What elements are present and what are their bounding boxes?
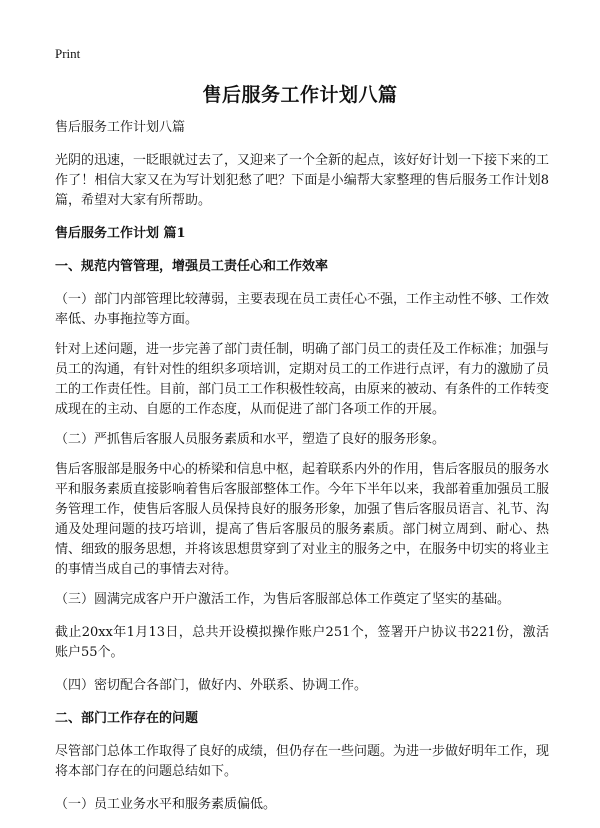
subtitle-line: 售后服务工作计划八篇 bbox=[55, 120, 186, 135]
paragraph-accounts: 截止20xx年1月13日，总共开设模拟操作账户251个，签署开户协议书221份，激活账户55个。 bbox=[55, 625, 549, 660]
paragraph-responsibility: 针对上述问题，进一步完善了部门责任制，明确了部门员工的责任及工作标准；加强与员工的沟通，有针对性的组织多项培训，定期对员工的工作进行点评，有力的激励了员工的工作责任性。目前，部门员工工作积极性较高，由原来的被动、有条件的工作转变成现在的主动、自愿的工作态度，从而促进了部门各项工作的开展。 bbox=[55, 342, 550, 417]
intro-paragraph: 光阴的迅速，一眨眼就过去了，又迎来了一个全新的起点，该好好计划一下接下来的工作了！相信大家又在为写计划犯愁了吧？下面是小编帮大家整理的售后服务工作计划8篇，希望对大家有所帮助。 bbox=[55, 153, 550, 208]
document-title: 售后服务工作计划八篇 bbox=[202, 84, 398, 106]
paragraph-problems: 尽管部门总体工作取得了良好的成绩，但仍存在一些问题。为进一步做好明年工作，现将本部门存在的问题总结如下。 bbox=[55, 744, 550, 779]
document-body bbox=[55, 118, 549, 815]
item-3-heading: （三）圆满完成客户开户激活工作，为售后客服部总体工作奠定了坚实的基础。 bbox=[55, 592, 511, 607]
item-2-heading: （二）严抓售后客服人员服务素质和水平，塑造了良好的服务形象。 bbox=[55, 432, 446, 447]
section-heading-plan-1: 售后服务工作计划 篇1 bbox=[55, 226, 186, 241]
section-heading-1: 一、规范内管管理，增强员工责任心和工作效率 bbox=[55, 259, 329, 274]
item-4-heading: （四）密切配合各部门，做好内、外联系、协调工作。 bbox=[55, 678, 368, 693]
print-link[interactable]: Print bbox=[55, 46, 81, 61]
paragraph-service: 售后客服部是服务中心的桥梁和信息中枢，起着联系内外的作用，售后客服员的服务水平和服务素质直接影响着售后客服部整体工作。今年下半年以来，我部着重加强员工服务管理工作，使售后客服人员保持良好的服务形象，加强了售后客服员语言、礼节、沟通及处理问题的技巧培训，提高了售后客服员的服务素质。部门树立周到、耐心、热情、细致的服务思想，并将该思想贯穿到了对业主的服务之中，在服务中切实的将业主的事情当成自己的事情去对待。 bbox=[55, 462, 550, 577]
section-heading-2: 二、部门工作存在的问题 bbox=[55, 711, 199, 726]
item-1-heading: （一）部门内部管理比较薄弱，主要表现在员工责任心不强，工作主动性不够、工作效率低、办事拖拉等方面。 bbox=[55, 292, 550, 327]
item-5-heading: （一）员工业务水平和服务素质偏低。 bbox=[55, 797, 277, 812]
